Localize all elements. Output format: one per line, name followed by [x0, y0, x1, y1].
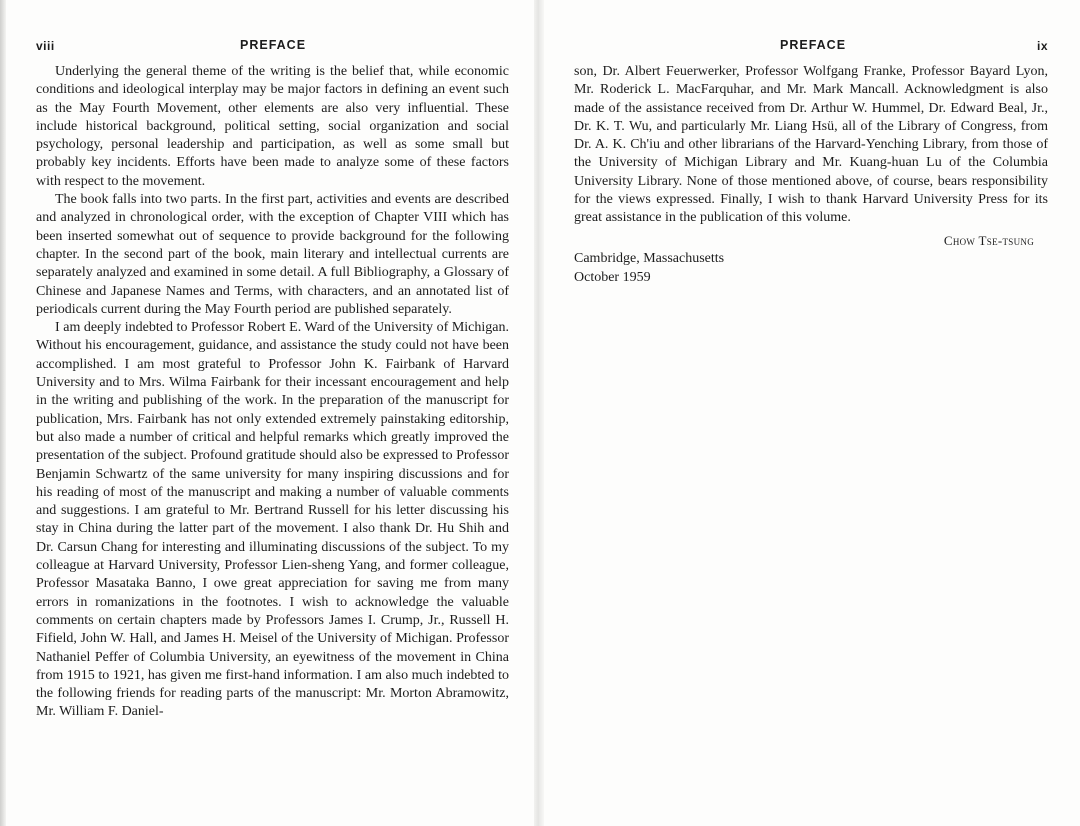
right-page-body: [574, 63, 1048, 228]
running-title-right: PREFACE: [780, 38, 847, 52]
running-head-right: [574, 37, 1048, 57]
running-title-left: PREFACE: [240, 38, 307, 52]
page-number-right: ix: [1036, 39, 1048, 53]
author-signature: Chow Tse-tsung: [943, 232, 1034, 248]
place-line: Cambridge, Massachusetts: [574, 250, 725, 266]
paragraph: Underlying the general theme of the writing is the belief that, while economic conditions and ideological interplay may be major factors in defining an event such as the May Fourth Movement, other elements are also very influential. These include historical background, political setting, social organization and social psychology, personal leadership and participation, as well as some small but probably key incidents. Efforts have been made to analyze some of these factors with respect to the movement.: [36, 64, 509, 189]
book-gutter: [534, 0, 544, 826]
left-page: [36, 0, 509, 722]
paragraph: son, Dr. Albert Feuerwerker, Professor Wolfgang Franke, Professor Bayard Lyon, Mr. Roderick L. MacFarquhar, and Mr. Mark Mancall. Acknowledgment is also made of the assistance received from Dr. Arthur W. Hummel, Dr. Edward Beal, Jr., Dr. K. T. Wu, and particularly Mr. Liang Hsü, all of the Library of Congress, from Dr. A. K. Ch'iu and other librarians of the Harvard-Yenching Library, from those of the University of Michigan Library and Mr. Kuang-huan Lu of the Columbia University Library. None of those mentioned above, of course, bears responsibility for the views expressed. Finally, I wish to thank Harvard University Press for its great assistance in the publication of this volume.: [574, 64, 1048, 226]
right-page: [574, 0, 1048, 287]
paragraph: The book falls into two parts. In the first part, activities and events are described and analyzed in chronological order, with the exception of Chapter VIII which has been inserted somewhat out of sequence to provide background for the following chapter. In the second part of the book, main literary and intellectual currents are separately analyzed and examined in some detail. A full Bibliography, a Glossary of Chinese and Japanese Names and Terms, with characters, and an annotated list of periodicals current during the May Fourth period are published separately.: [36, 192, 509, 317]
left-page-body: [36, 63, 509, 722]
date-line: October 1959: [574, 269, 651, 285]
page-edge-shadow: [0, 0, 6, 826]
running-head-left: [36, 37, 509, 57]
paragraph: I am deeply indebted to Professor Robert E. Ward of the University of Michigan. Without his encouragement, guidance, and assistance the study could not have been accomplished. I am most grateful to Professor John K. Fairbank of Harvard University and to Mrs. Wilma Fairbank for their incessant encouragement and help in the writing and publishing of the work. In the preparation of the manuscript for publication, Mrs. Fairbank has not only extended extremely painstaking editorship, but also made a number of critical and helpful remarks which greatly improved the presentation of the subject. Profound gratitude should also be expressed to Professor Benjamin Schwartz of the same university for many inspiring discussions and for his reading of most of the manuscript and making a number of valuable comments and suggestions. I am grateful to Mr. Bertrand Russell for his letter discussing his stay in China during the latter part of the movement. I also thank Dr. Hu Shih and Dr. Carsun Chang for interesting and illuminating discussions of the subject. To my colleague at Harvard University, Professor Lien-sheng Yang, and former colleague, Professor Masataka Banno, I owe great appreciation for saving me from many errors in romanizations in the footnotes. I wish to acknowledge the valuable comments on certain chapters made by Professors James I. Crump, Jr., Russell H. Fifield, John W. Hall, and James H. Meisel of the University of Michigan. Professor Nathaniel Peffer of Columbia University, an eyewitness of the movement in China from 1915 to 1921, has given me first-hand information. I am also much indebted to the following friends for reading parts of the manuscript: Mr. Morton Abramowitz, Mr. William F. Daniel-: [36, 320, 509, 720]
page-number-left: viii: [36, 39, 55, 53]
